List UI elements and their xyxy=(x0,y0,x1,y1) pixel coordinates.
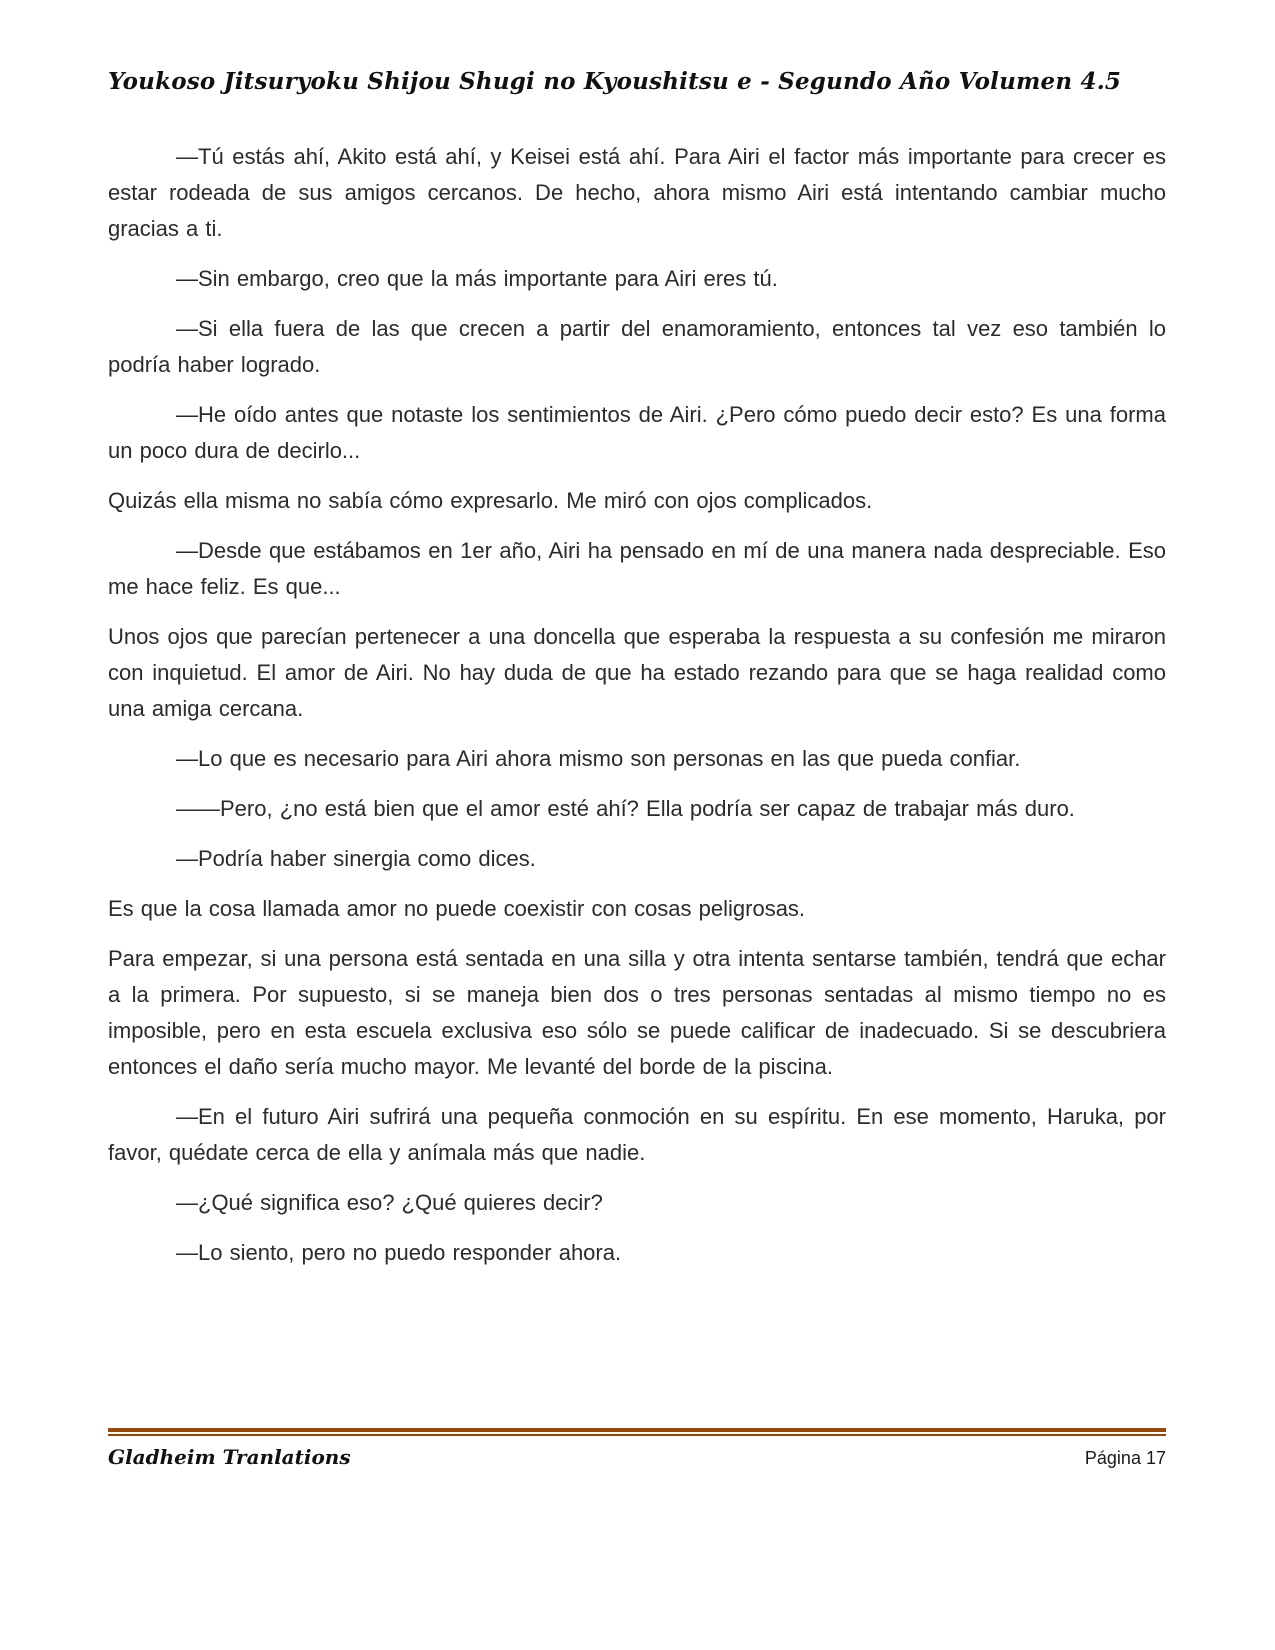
paragraph: Quizás ella misma no sabía cómo expresarlo. Me miró con ojos complicados. xyxy=(108,488,873,513)
footer-page-number: 17 xyxy=(1145,1448,1166,1468)
paragraph: —Tú estás ahí, Akito está ahí, y Keisei está ahí. Para Airi el factor más importante para crecer es estar rodeada de sus amigos cercanos. De hecho, ahora mismo Airi está intentando cambiar mucho gracias a ti. xyxy=(108,144,1166,241)
paragraph: Es que la cosa llamada amor no puede coexistir con cosas peligrosas. xyxy=(108,896,806,921)
paragraph: —En el futuro Airi sufrirá una pequeña conmoción en su espíritu. En ese momento, Haruka, por favor, quédate cerca de ella y anímala más que nadie. xyxy=(108,1104,1166,1165)
header-title: Youkoso Jitsuryoku Shijou Shugi no Kyoushitsu e - Segundo Año Volumen 4.5 xyxy=(108,68,1122,95)
paragraph: —Lo que es necesario para Airi ahora mismo son personas en las que pueda confiar. xyxy=(176,746,1021,771)
footer-rule xyxy=(108,1428,1166,1436)
footer-translator-name: Gladheim Tranlations xyxy=(108,1445,351,1469)
paragraph: ——Pero, ¿no está bien que el amor esté ahí? Ella podría ser capaz de trabajar más duro. xyxy=(176,796,1075,821)
footer-page-label: Página xyxy=(1084,1448,1146,1468)
paragraph: Para empezar, si una persona está sentada en una silla y otra intenta sentarse también, tendrá que echar a la primera. Por supuesto, si se maneja bien dos o tres personas sentadas al mismo tiempo no es imposible, pero en esta escuela exclusiva eso sólo se puede calificar de inadecuado. Si se descubriera entonces el daño sería mucho mayor. Me levanté del borde de la piscina. xyxy=(108,946,1166,1079)
paragraph: —He oído antes que notaste los sentimientos de Airi. ¿Pero cómo puedo decir esto? Es una forma un poco dura de decirlo... xyxy=(108,402,1166,463)
paragraph: —Si ella fuera de las que crecen a partir del enamoramiento, entonces tal vez eso también lo podría haber logrado. xyxy=(108,316,1166,377)
footer-page-indicator xyxy=(1085,1448,1166,1469)
document-body xyxy=(108,139,1166,1271)
paragraph: —Podría haber sinergia como dices. xyxy=(176,846,536,871)
page-header xyxy=(108,68,1166,95)
paragraph: —Lo siento, pero no puedo responder ahora. xyxy=(176,1240,622,1265)
page-footer xyxy=(108,1428,1166,1469)
footer-row xyxy=(108,1445,1166,1469)
paragraph: —Sin embargo, creo que la más importante para Airi eres tú. xyxy=(176,266,778,291)
paragraph: Unos ojos que parecían pertenecer a una doncella que esperaba la respuesta a su confesión me miraron con inquietud. El amor de Airi. No hay duda de que ha estado rezando para que se haga realidad como una amiga cercana. xyxy=(108,624,1166,721)
paragraph: —Desde que estábamos en 1er año, Airi ha pensado en mí de una manera nada despreciable. Eso me hace feliz. Es que... xyxy=(108,538,1166,599)
paragraph: —¿Qué significa eso? ¿Qué quieres decir? xyxy=(176,1190,603,1215)
